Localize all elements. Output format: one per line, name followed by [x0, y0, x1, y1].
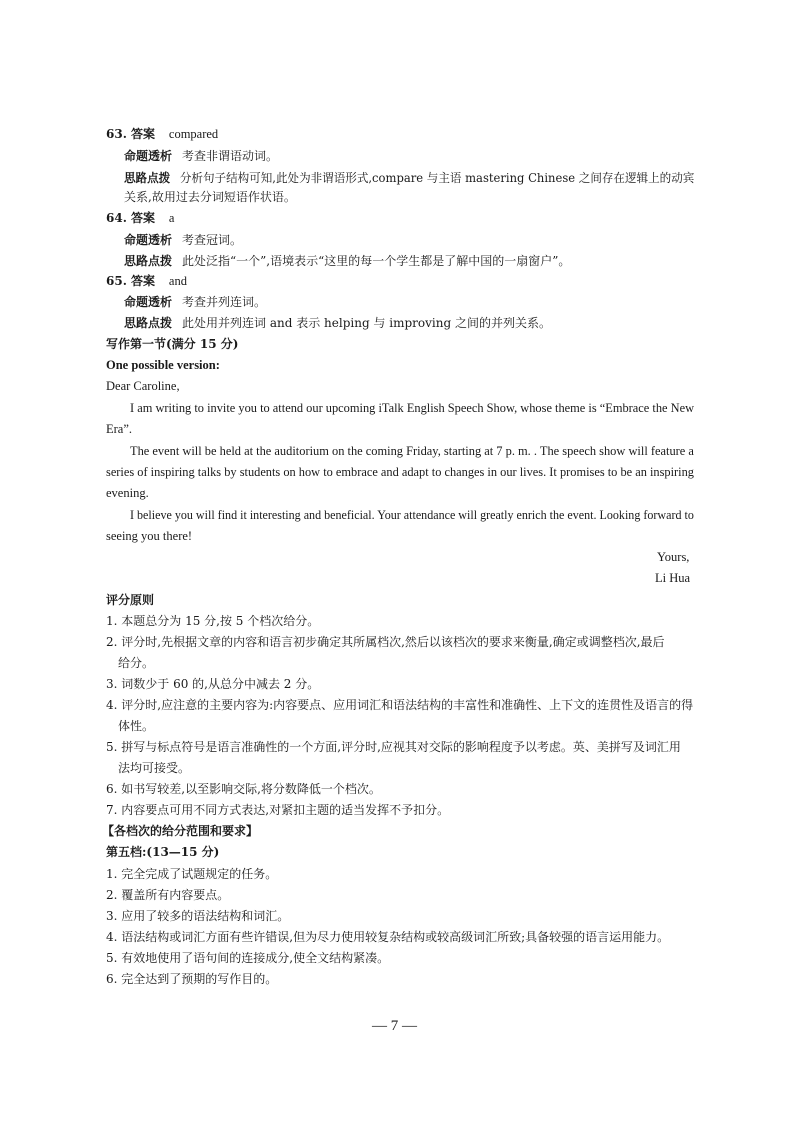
answer-value: and — [168, 274, 187, 288]
analysis-63 — [124, 148, 278, 164]
analysis-65 — [124, 294, 266, 310]
hint-64 — [124, 253, 570, 269]
scoring-item-continued: 体性。 — [118, 719, 155, 733]
level-5-item: 4. 语法结构或词汇方面有些许错误,但为尽力使用较复杂结构或较高级词汇所致;具备较强的语言运用能力。 — [106, 930, 670, 944]
analysis-text: 考查非谓语动词。 — [182, 149, 279, 163]
letter-paragraph-1-continued: Era”. — [106, 422, 133, 436]
scoring-item-continued: 法均可接受。 — [118, 761, 191, 775]
level-5-item: 3. 应用了较多的语法结构和词汇。 — [106, 909, 290, 923]
analysis-text: 考查并列连词。 — [182, 295, 267, 309]
letter-paragraph-3: I believe you will find it interesting and beneficial. Your attendance will greatly enrich the event. Looking forward to — [130, 508, 694, 522]
letter-paragraph-2-continued: series of inspiring talks by students on how to embrace and adapt to changes in our lives. It promises to be an inspiring — [106, 465, 694, 479]
letter-greeting: Dear Caroline, — [106, 379, 180, 393]
level-5-item: 5. 有效地使用了语句间的连接成分,使全文结构紧凑。 — [106, 951, 390, 965]
analysis-label: 命题透析 — [124, 295, 173, 309]
version-label: One possible version: — [106, 358, 220, 372]
level-5-title: 第五档:(13—15 分) — [106, 845, 220, 859]
hint-63 — [124, 170, 694, 186]
hint-65 — [124, 315, 551, 331]
hint-63-continued: 关系,故用过去分词短语作状语。 — [124, 190, 296, 204]
answer-number-label: 63. 答案 — [106, 127, 156, 141]
answer-value: compared — [168, 127, 219, 141]
scoring-title: 评分原则 — [106, 593, 155, 607]
hint-text: 分析句子结构可知,此处为非谓语形式,compare 与主语 mastering Chinese 之间存在逻辑上的动宾 — [179, 171, 695, 185]
answer-63 — [106, 126, 218, 142]
scoring-item: 4. 评分时,应注意的主要内容为:内容要点、应用词汇和语法结构的丰富性和准确性、上下文的连贯性及语言的得 — [106, 698, 694, 712]
level-5-item: 2. 覆盖所有内容要点。 — [106, 888, 230, 902]
analysis-label: 命题透析 — [124, 233, 173, 247]
hint-label: 思路点拨 — [124, 316, 173, 330]
level-5-item: 6. 完全达到了预期的写作目的。 — [106, 972, 278, 986]
answer-65 — [106, 273, 187, 289]
answer-value: a — [168, 211, 175, 225]
scoring-item: 5. 拼写与标点符号是语言准确性的一个方面,评分时,应视其对交际的影响程度予以考虑。英、美拼写及词汇用 — [106, 740, 681, 754]
writing-section-title: 写作第一节(满分 15 分) — [106, 337, 239, 351]
answer-64 — [106, 210, 174, 226]
levels-title: 【各档次的给分范围和要求】 — [102, 824, 259, 838]
analysis-64 — [124, 232, 242, 248]
letter-signature: Li Hua — [655, 571, 691, 585]
letter-paragraph-2-end: evening. — [106, 486, 149, 500]
hint-label: 思路点拨 — [124, 254, 173, 268]
scoring-item-continued: 给分。 — [118, 656, 155, 670]
letter-paragraph-2: The event will be held at the auditorium on the coming Friday, starting at 7 p. m. . The speech show will feature a — [130, 444, 694, 458]
hint-text: 此处用并列连词 and 表示 helping 与 improving 之间的并列关系。 — [182, 316, 551, 330]
scoring-item: 7. 内容要点可用不同方式表达,对紧扣主题的适当发挥不予扣分。 — [106, 803, 450, 817]
answer-number-label: 65. 答案 — [106, 274, 156, 288]
scoring-item: 2. 评分时,先根据文章的内容和语言初步确定其所属档次,然后以该档次的要求来衡量,确定或调整档次,最后 — [106, 635, 665, 649]
level-5-item: 1. 完全完成了试题规定的任务。 — [106, 867, 278, 881]
letter-paragraph-1: I am writing to invite you to attend our upcoming iTalk English Speech Show, whose theme is “Embrace the New — [130, 401, 695, 415]
analysis-label: 命题透析 — [124, 149, 173, 163]
scoring-item: 1. 本题总分为 15 分,按 5 个档次给分。 — [106, 614, 320, 628]
scoring-item: 6. 如书写较差,以至影响交际,将分数降低一个档次。 — [106, 782, 381, 796]
letter-paragraph-3-continued: seeing you there! — [106, 529, 193, 543]
hint-label: 思路点拨 — [124, 171, 171, 185]
page-number: — 7 — — [372, 1018, 417, 1034]
hint-text: 此处泛指“一个”,语境表示“这里的每一个学生都是了解中国的一扇窗户”。 — [182, 254, 571, 268]
analysis-text: 考查冠词。 — [182, 233, 243, 247]
letter-closing: Yours, — [657, 550, 690, 564]
scoring-item: 3. 词数少于 60 的,从总分中减去 2 分。 — [106, 677, 320, 691]
answer-number-label: 64. 答案 — [106, 211, 156, 225]
